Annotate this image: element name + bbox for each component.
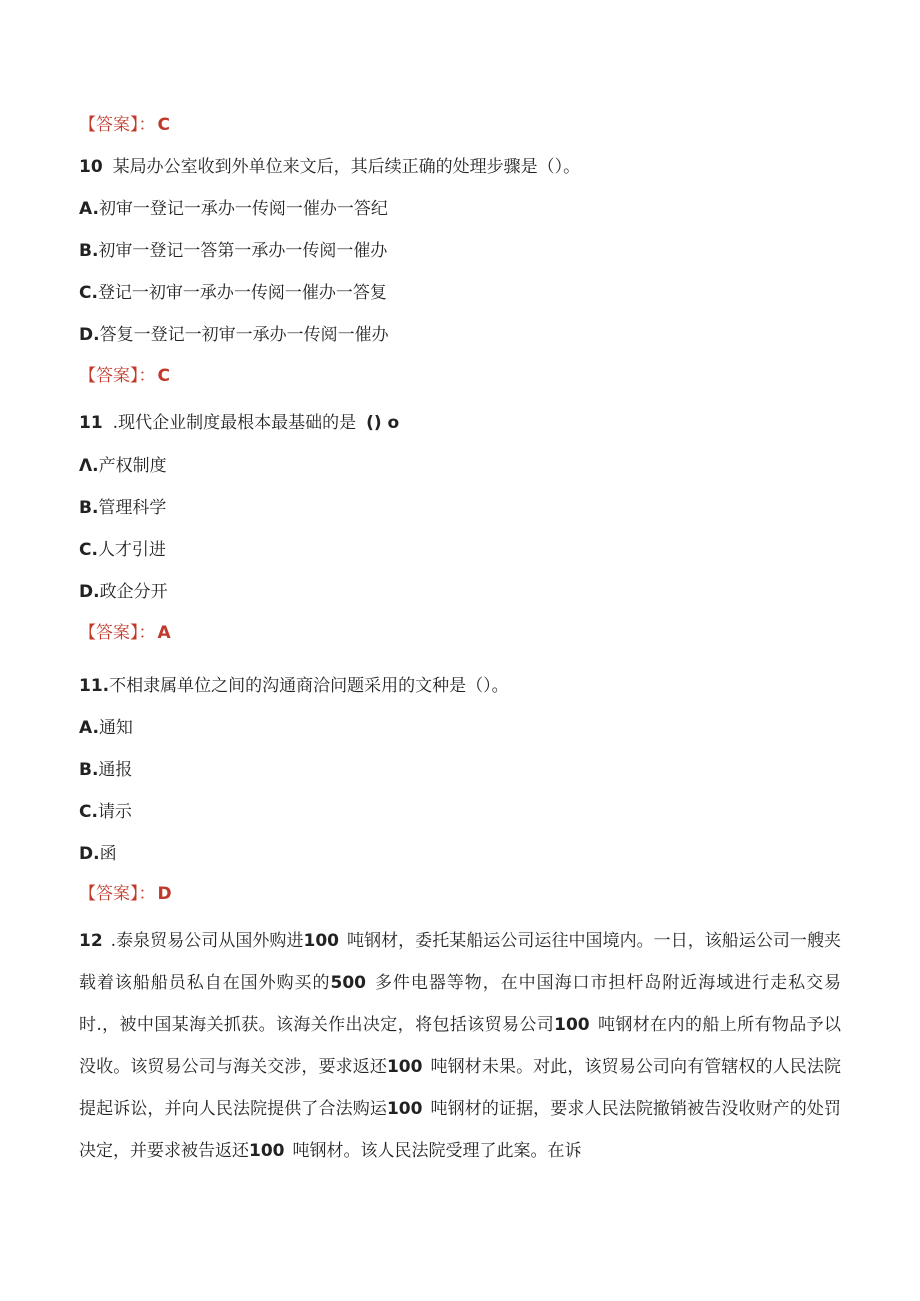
option-letter: B. — [79, 760, 99, 780]
inline-number: 100 — [554, 1015, 590, 1035]
paragraph-text: 吨钢材的证据，要求人民法院撤销被告没收财产的处罚决定，并要求被告返还 — [79, 1099, 842, 1161]
question-text: .现代企业制度最根本最基础的是 — [112, 413, 357, 433]
option-letter: D. — [79, 844, 100, 864]
option-c — [79, 282, 387, 304]
answer-label: 【答案】： — [79, 366, 156, 386]
question-11b — [79, 675, 509, 697]
inline-number: 100 — [249, 1141, 285, 1161]
paragraph-text: 吨钢材。该人民法院受理了此案。在诉 — [292, 1141, 582, 1161]
answer-line — [79, 114, 170, 136]
answer-line — [79, 883, 172, 905]
question-text: 不相隶属单位之间的沟通商洽问题采用的文种是（）。 — [109, 676, 509, 696]
inline-number: 500 — [330, 973, 366, 993]
question-number: 11. — [79, 676, 110, 696]
option-letter: B. — [79, 498, 99, 518]
inline-number: 100 — [303, 931, 339, 951]
option-text: 管理科学 — [98, 498, 167, 518]
question-11 — [79, 412, 399, 434]
option-d — [79, 581, 168, 603]
option-b — [79, 497, 166, 519]
option-text: 人才引进 — [97, 540, 166, 560]
option-text: 通报 — [98, 760, 133, 780]
question-text: 某局办公室收到外单位来文后，其后续正确的处理步骤是（）。 — [112, 157, 581, 177]
option-letter: A. — [79, 718, 99, 738]
option-c — [79, 539, 166, 561]
paragraph-text: .泰泉贸易公司从国外购进 — [110, 931, 304, 951]
answer-label: 【答案】： — [79, 623, 156, 643]
option-c — [79, 801, 132, 823]
option-letter: C. — [79, 283, 98, 303]
question-tail: () o — [366, 413, 400, 433]
option-a — [79, 198, 388, 220]
option-letter: C. — [79, 802, 98, 822]
answer-value: D — [157, 884, 172, 904]
question-number: 11 — [79, 413, 103, 433]
option-text: 函 — [99, 844, 117, 864]
answer-label: 【答案】： — [79, 115, 156, 135]
option-d — [79, 843, 117, 865]
option-letter: D. — [79, 582, 100, 602]
paragraph-text: 吨钢材未果。对此，该贸易公司向有管辖权的人民法院提起诉讼，并向人民法院提供了合法购运 — [79, 1057, 842, 1119]
option-letter: B. — [79, 241, 99, 261]
option-letter: C. — [79, 540, 98, 560]
option-b — [79, 759, 132, 781]
paragraph-text: 多件电器等物，在中国海口市担杆岛附近海域进行走私交易时.，被中国某海关抓获。该海关作出决定，将包括该贸易公司 — [79, 973, 842, 1035]
answer-line — [79, 622, 171, 644]
question-number: 10 — [79, 157, 103, 177]
inline-number: 100 — [386, 1057, 423, 1077]
option-text: 政企分开 — [99, 582, 168, 602]
answer-value: A — [157, 623, 171, 643]
option-letter: D. — [79, 325, 100, 345]
option-text: 请示 — [97, 802, 132, 822]
option-text: 答复一登记一初审一承办一传阅一催办 — [99, 325, 389, 345]
option-d — [79, 324, 389, 346]
paragraph-text: 吨钢材，委托某船运公司运往中国境内。一日，该船运公司一艘夹载着该船船员私自在国外购买的 — [79, 931, 842, 993]
option-b — [79, 240, 387, 262]
answer-label: 【答案】： — [79, 884, 156, 904]
option-a — [79, 455, 167, 477]
question-12-paragraph — [79, 920, 841, 1172]
answer-line — [79, 365, 170, 387]
option-a — [79, 717, 133, 739]
option-letter: A. — [79, 199, 99, 219]
question-10 — [79, 156, 580, 178]
answer-value: C — [157, 366, 170, 386]
answer-value: C — [157, 115, 170, 135]
option-letter: Λ. — [79, 456, 99, 476]
option-text: 登记一初审一承办一传阅一催办一答复 — [97, 283, 387, 303]
option-text: 通知 — [98, 718, 133, 738]
option-text: 产权制度 — [98, 456, 167, 476]
option-text: 初审一登记一答第一承办一传阅一催办 — [98, 241, 388, 261]
option-text: 初审一登记一承办一传阅一催办一答纪 — [98, 199, 388, 219]
paragraph-text: 吨钢材在内的船上所有物品予以没收。该贸易公司与海关交涉，要求返还 — [79, 1015, 842, 1077]
inline-number: 100 — [386, 1099, 423, 1119]
question-number: 12 — [79, 931, 103, 951]
